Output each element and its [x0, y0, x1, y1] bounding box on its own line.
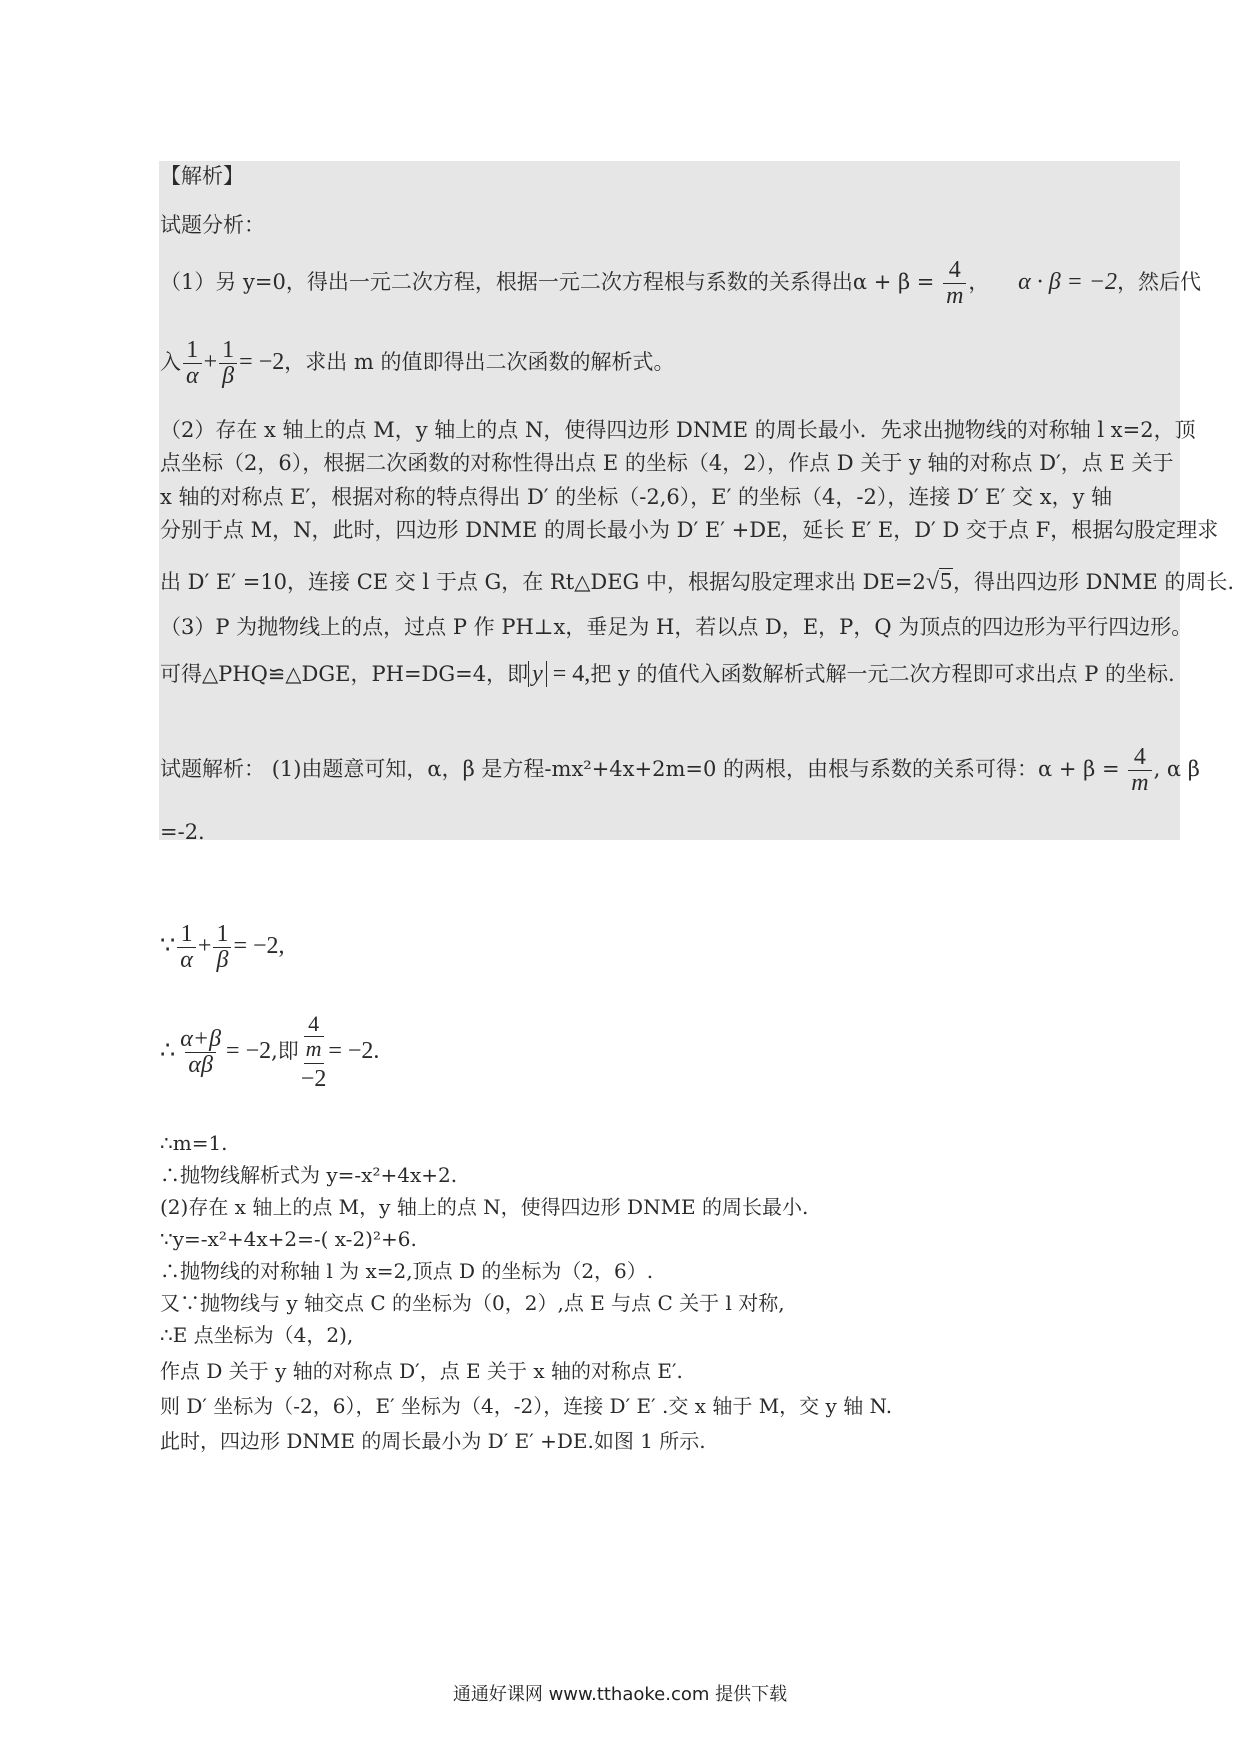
analysis-p2 [160, 338, 675, 389]
p1-text-d: ，然后代 [1117, 270, 1202, 295]
analysis-p3-line4: 分别于点 M，N，此时，四边形 DNME 的周长最小为 D′ E′ +DE，延长 E′ E，D′ D 交于点 F，根据勾股定理求 [160, 518, 1219, 542]
analysis-label: 试题分析： [160, 213, 265, 237]
plus-sign: + [197, 933, 212, 960]
nested-bottom: −2 [300, 1066, 327, 1093]
frac-num: 1 [222, 337, 235, 363]
analysis-p3-line3: x 轴的对称点 E′，根据对称的特点得出 D′ 的坐标（-2,6），E′ 的坐标（4，-2），连接 D′ E′ 交 x，y 轴 [160, 485, 1113, 509]
step-parabola: ∴抛物线解析式为 y=-x²+4x+2. [160, 1163, 458, 1187]
therefore-symbol: ∴ [160, 1037, 176, 1064]
analysis-p3-line1: （2）存在 x 轴上的点 M，y 轴上的点 N，使得四边形 DNME 的周长最小．先求出抛物线的对称轴 l x=2，顶 [160, 418, 1196, 442]
step-combined-fraction [160, 1012, 379, 1093]
step-min-perimeter: 此时，四边形 DNME 的周长最小为 D′ E′ +DE.如图 1 所示. [160, 1429, 706, 1453]
section-title: 【解析】 [160, 164, 244, 188]
p1-product-eq: α · β = −2 [1018, 269, 1118, 296]
frac-num: 1 [186, 337, 199, 363]
step-point-c: 又∵抛物线与 y 轴交点 C 的坐标为（0，2）,点 E 与点 C 关于 l 对称, [160, 1291, 785, 1315]
solution-line1 [160, 745, 1200, 796]
abs-y: y [528, 661, 547, 687]
equals-neg2-comma: = −2, [233, 933, 285, 960]
fraction-1-over-beta [219, 338, 237, 389]
solution-label: 试题解析： [160, 757, 265, 782]
frac-den: m [305, 1036, 322, 1062]
step-coords: 则 D′ 坐标为（-2，6），E′ 坐标为（4，-2），连接 D′ E′ .交 x 轴于 M，交 y 轴 N. [160, 1394, 893, 1418]
step-vertex-form: ∵y=-x²+4x+2=-( x-2)²+6. [160, 1227, 417, 1251]
frac-num: α+β [180, 1025, 222, 1052]
step-axis: ∴抛物线的对称轴 l 为 x=2,顶点 D 的坐标为（2，6）. [160, 1259, 654, 1283]
frac-num: 4 [308, 1011, 320, 1036]
p1-text-a: （1）另 y=0，得出一元二次方程，根据一元二次方程根与系数的关系得出α + β = [160, 270, 942, 295]
equals-neg2: = −2 [226, 1037, 272, 1064]
step-m-value: ∴m=1. [160, 1131, 228, 1155]
plus-sign: + [203, 349, 218, 376]
step-reflect: 作点 D 关于 y 轴的对称点 D′，点 E 关于 x 轴的对称点 E′. [160, 1359, 683, 1383]
frac-num: 1 [216, 921, 229, 947]
step-point-e: ∴E 点坐标为（4，2), [160, 1323, 354, 1347]
equals-neg2: = −2 [239, 349, 285, 376]
step-exist: (2)存在 x 轴上的点 M，y 轴上的点 N，使得四边形 DNME 的周长最小. [160, 1195, 809, 1219]
fraction-4-over-m [943, 258, 966, 309]
fraction-sum-over-product [177, 1027, 224, 1078]
equals-neg2-dot: = −2. [328, 1037, 380, 1064]
step-reciprocal-sum [160, 922, 285, 973]
solution-l1-text-b: , α β [1153, 757, 1200, 782]
frac-den: m [1128, 770, 1151, 796]
frac-den: α [177, 947, 196, 973]
frac-den: m [943, 283, 966, 309]
p2-text-b: ，求出 m 的值即得出二次函数的解析式。 [284, 350, 675, 375]
ji-text: ,即 [271, 1038, 299, 1063]
because-symbol: ∵ [160, 933, 176, 960]
eq-4: = 4, [546, 661, 591, 687]
frac-den: α [183, 363, 202, 389]
p4-l2-text-c: 把 y 的值代入函数解析式解一元二次方程即可求出点 P 的坐标. [590, 662, 1175, 686]
analysis-p4-line1: （3）P 为抛物线上的点，过点 P 作 PH⊥x，垂足为 H，若以点 D，E，P，Q 为顶点的四边形为平行四边形。 [160, 615, 1193, 639]
footer-credit: 通通好课网 www.tthaoke.com 提供下载 [452, 1684, 788, 1705]
frac-den: β [219, 363, 237, 389]
solution-line2: =-2. [160, 820, 205, 844]
nested-top [304, 1012, 324, 1064]
sqrt-5: √5 [925, 569, 952, 595]
p1-text-b: ， [968, 270, 990, 295]
analysis-p3-line2: 点坐标（2，6），根据二次函数的对称性得出点 E 的坐标（4，2），作点 D 关于 y 轴的对称点 D′，点 E 关于 [160, 451, 1174, 475]
p3-l5-text-b: ，得出四边形 DNME 的周长. [952, 570, 1235, 594]
frac-den: β [213, 947, 231, 973]
nested-fraction [301, 1012, 327, 1093]
fraction-4-over-m-2 [1128, 745, 1151, 796]
analysis-p4-line2 [160, 662, 1175, 686]
sqrt-radicand: 5 [939, 569, 952, 595]
p4-l2-text-a: 可得△PHQ≌△DGE，PH=DG=4，即 [160, 662, 529, 686]
analysis-p3-line5 [160, 570, 1234, 594]
analysis-p1 [160, 258, 1201, 309]
fraction-1-over-beta [213, 922, 231, 973]
fraction-1-over-alpha [183, 338, 202, 389]
frac-num: 4 [948, 257, 961, 283]
fraction-1-over-alpha [177, 922, 196, 973]
frac-num: 4 [1133, 744, 1146, 770]
p3-l5-text-a: 出 D′ E′ =10，连接 CE 交 l 于点 G，在 Rt△DEG 中，根据勾股定理求出 DE=2 [160, 570, 926, 594]
frac-den: αβ [185, 1052, 216, 1078]
frac-num: 1 [180, 921, 193, 947]
p2-text-a: 入 [160, 350, 181, 375]
solution-l1-text-a: (1)由题意可知，α，β 是方程-mx²+4x+2m=0 的两根，由根与系数的关系可得：α + β = [271, 757, 1127, 782]
